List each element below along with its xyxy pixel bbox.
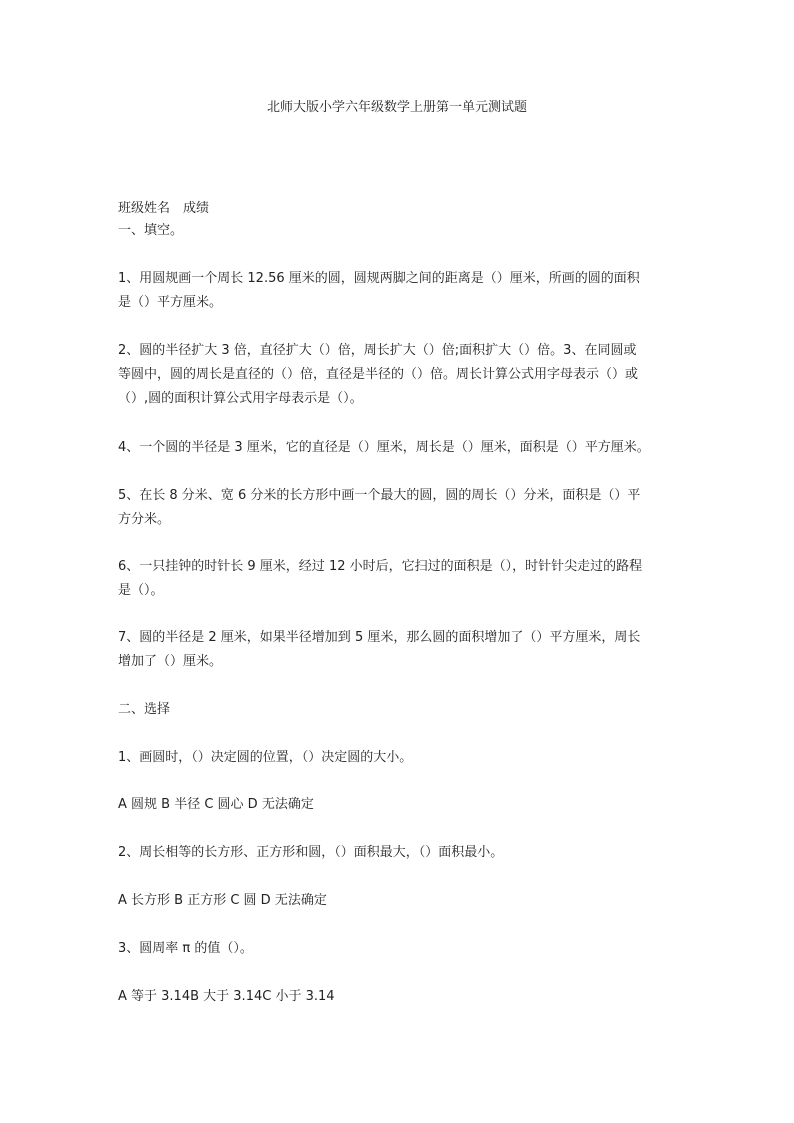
class-name-score-line: 班级姓名 成绩 [118, 201, 210, 216]
section-heading-fill-blank: 一、填空。 [118, 223, 184, 238]
choice-question-1: 1、画圆时，（）决定圆的位置，（）决定圆的大小。 [118, 750, 413, 765]
choice-question-1-options: A 圆规 B 半径 C 圆心 D 无法确定 [118, 797, 314, 812]
choice-question-3: 3、圆周率 π 的值（）。 [118, 941, 253, 956]
fill-question-6-line-2: 是（）。 [118, 583, 164, 598]
choice-question-2: 2、周长相等的长方形、正方形和圆，（）面积最大，（）面积最小。 [118, 845, 504, 860]
fill-question-6-line-1: 6、一只挂钟的时针长 9 厘米，经过 12 小时后，它扫过的面积是（），时针针尖走过的路程 [118, 559, 643, 574]
fill-question-5-line-1: 5、在长 8 分米、宽 6 分米的长方形中画一个最大的圆，圆的周长（）分米，面积是（）平 [118, 488, 641, 503]
fill-question-1-line-1: 1、用圆规画一个周长 12.56 厘米的圆，圆规两脚之间的距离是（）厘米，所画的圆的面积 [118, 271, 640, 286]
fill-question-7-line-1: 7、圆的半径是 2 厘米，如果半径增加到 5 厘米，那么圆的面积增加了（）平方厘米，周长 [118, 630, 641, 645]
fill-question-2-line-3: （）,圆的面积计算公式用字母表示是（）。 [118, 391, 363, 406]
fill-question-2-line-2: 等圆中，圆的周长是直径的（）倍，直径是半径的（）倍。周长计算公式用字母表示（）或 [118, 367, 639, 382]
section-heading-choice: 二、选择 [118, 702, 171, 717]
fill-question-1-line-2: 是（）平方厘米。 [118, 295, 223, 310]
fill-question-4-line-1: 4、一个圆的半径是 3 厘米，它的直径是（）厘米，周长是（）厘米，面积是（）平方厘米。 [118, 440, 650, 455]
choice-question-3-options: A 等于 3.14B 大于 3.14C 小于 3.14 [118, 989, 335, 1004]
fill-question-2-line-1: 2、圆的半径扩大 3 倍，直径扩大（）倍，周长扩大（）倍;面积扩大（）倍。3、在同圆或 [118, 343, 637, 358]
fill-question-7-line-2: 增加了（）厘米。 [118, 654, 223, 669]
fill-question-5-line-2: 方分米。 [118, 512, 171, 527]
page-title: 北师大版小学六年级数学上册第一单元测试题 [266, 100, 527, 115]
choice-question-2-options: A 长方形 B 正方形 C 圆 D 无法确定 [118, 893, 327, 908]
